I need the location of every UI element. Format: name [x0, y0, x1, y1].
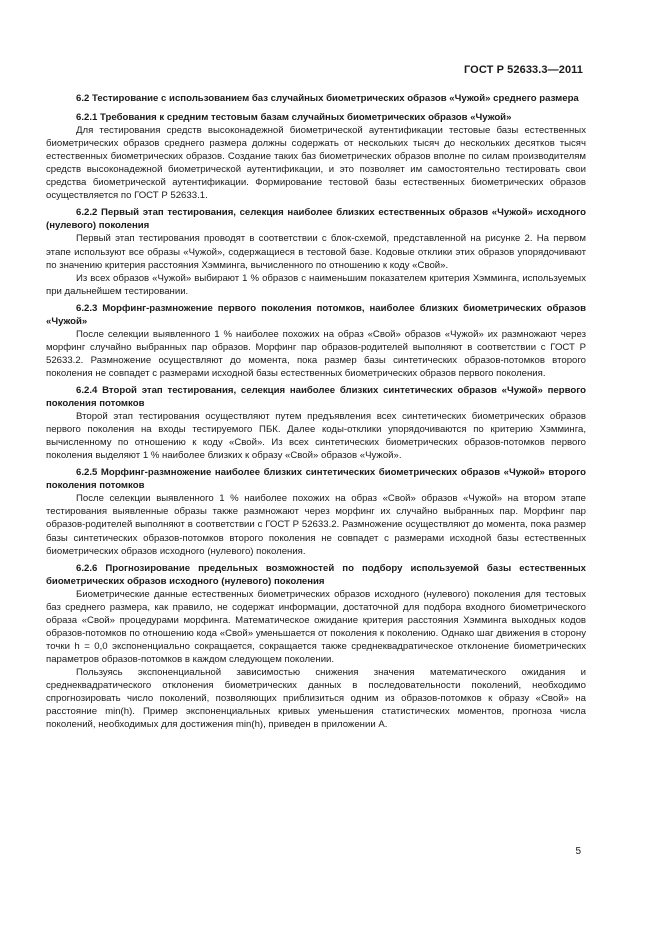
paragraph: Первый этап тестирования проводят в соответствии с блок-схемой, представленной на рисунке 2. На первом этапе используют все образы «Чужой», содержащиеся в тестовой базе. Кодовые отклики этих образов упорядочивают по значению критерия расстояния Хэмминга, вычисленного по отношению к коду «Свой».: [46, 233, 586, 271]
section-number: 6.2: [76, 93, 90, 104]
document-body: [46, 92, 586, 731]
document-code: ГОСТ Р 52633.3—2011: [463, 64, 583, 76]
subsection-heading-6-2-2: 6.2.2 Первый этап тестирования, селекция наиболее близких естественных образов «Чужой» исходного (нулевого) поколения: [46, 207, 586, 232]
section-heading: [46, 92, 586, 105]
subsection-heading-6-2-5: 6.2.5 Морфинг-размножение наиболее близких синтетических биометрических образов «Чужой» второго поколения потомков: [46, 467, 586, 492]
paragraph: После селекции выявленного 1 % наиболее похожих на образ «Свой» образов «Чужой» их размножают через морфинг случайно выбранных пар образов. Морфинг пар образов-родителей выполняют в соответствии с ГОСТ Р 52633.2. Размножение осуществляют до момента, пока размер базы синтетических образов-потомков второго поколения не совпадет с размерами исходной базы естественных биометрических образов первого поколения.: [46, 328, 586, 379]
paragraph: Биометрические данные естественных биометрических образов исходного (нулевого) поколения для тестовых баз среднего размера, как правило, не содержат информации, достаточной для подбора входного биометрического образа «Свой» процедурами морфинга. Математическое ожидание критерия расстояния Хэмминга выходных кодов образов-потомков по отношению кода «Свой» уменьшается от поколения к поколению. Однако шаг движения в сторону точки h = 0,0 экспоненциально сокращается, сокращается также среднеквадратическое отклонение биометрических параметров образов-потомков в каждом следующем поколении.: [46, 588, 586, 665]
subsection-heading-6-2-1: 6.2.1 Требования к средним тестовым базам случайных биометрических образов «Чужой»: [76, 112, 512, 124]
paragraph: Пользуясь экспоненциальной зависимостью снижения значения математического ожидания и среднеквадратического отклонения биометрических данных в последовательности поколений, необходимо спрогнозировать число поколений, позволяющих приблизиться одним из образов-потомков к образу «Свой» на расстояние min(h). Пример экспоненциальных кривых уменьшения статистических моментов, прогноза числа поколений, необходимых для достижения min(h), приведен в приложении А.: [46, 666, 586, 731]
subsection-heading-6-2-4: 6.2.4 Второй этап тестирования, селекция наиболее близких синтетических образов «Чужой» первого поколения потомков: [46, 384, 586, 410]
paragraph: Из всех образов «Чужой» выбирают 1 % образов с наименьшим показателем критерия Хэмминга, используемых при дальнейшем тестировании.: [46, 272, 586, 297]
subsection-heading-6-2-6: 6.2.6 Прогнозирование предельных возможностей по подбору используемой базы естественных биометрических образов исходного (нулевого) поколения: [46, 562, 586, 587]
subsection-heading-6-2-3: 6.2.3 Морфинг-размножение первого поколения потомков, наиболее близких биометрических образов «Чужой»: [46, 302, 586, 327]
paragraph: После селекции выявленного 1 % наиболее похожих на образ «Свой» образов «Чужой» на втором этапе тестирования выявленные образы также размножают через морфинг их случайно выбранных пар. Морфинг пар образов-родителей выполняют в соответствии с ГОСТ Р 52633.2. Размножение осуществляют до момента, пока размер базы синтетических образов-потомков второго поколения не совпадет с размерами исходной базы естественных биометрических образов исходного (нулевого) поколения.: [46, 493, 586, 557]
paragraph: Для тестирования средств высоконадежной биометрической аутентификации тестовые базы естественных биометрических образов среднего размера должны содержать от нескольких тысяч до нескольких десятков тысяч естественных биометрических образов. Создание таких баз биометрических образов вполне по силам производителям средств высоконадежной биометрической аутентификации, и это позволяет им самостоятельно тестировать свои средства биометрической аутентификации. Формирование тестовой базы естественных биометрических образов осуществляется по ГОСТ Р 52633.1.: [46, 125, 586, 202]
page-number: 5: [575, 846, 581, 857]
section-title: Тестирование с использованием баз случайных биометрических образов «Чужой» среднего размера: [92, 93, 579, 104]
paragraph: Второй этап тестирования осуществляют путем предъявления всех синтетических биометрических образов первого поколения на входы тестируемого ПБК. Далее коды-отклики упорядочиваются по критерию Хэмминга, вычисленному по отношению к коду «Свой». Из всех синтетических биометрических образов-потомков первого поколения выделяют 1 % наиболее близких к образу «Свой» образов «Чужой».: [46, 411, 586, 462]
